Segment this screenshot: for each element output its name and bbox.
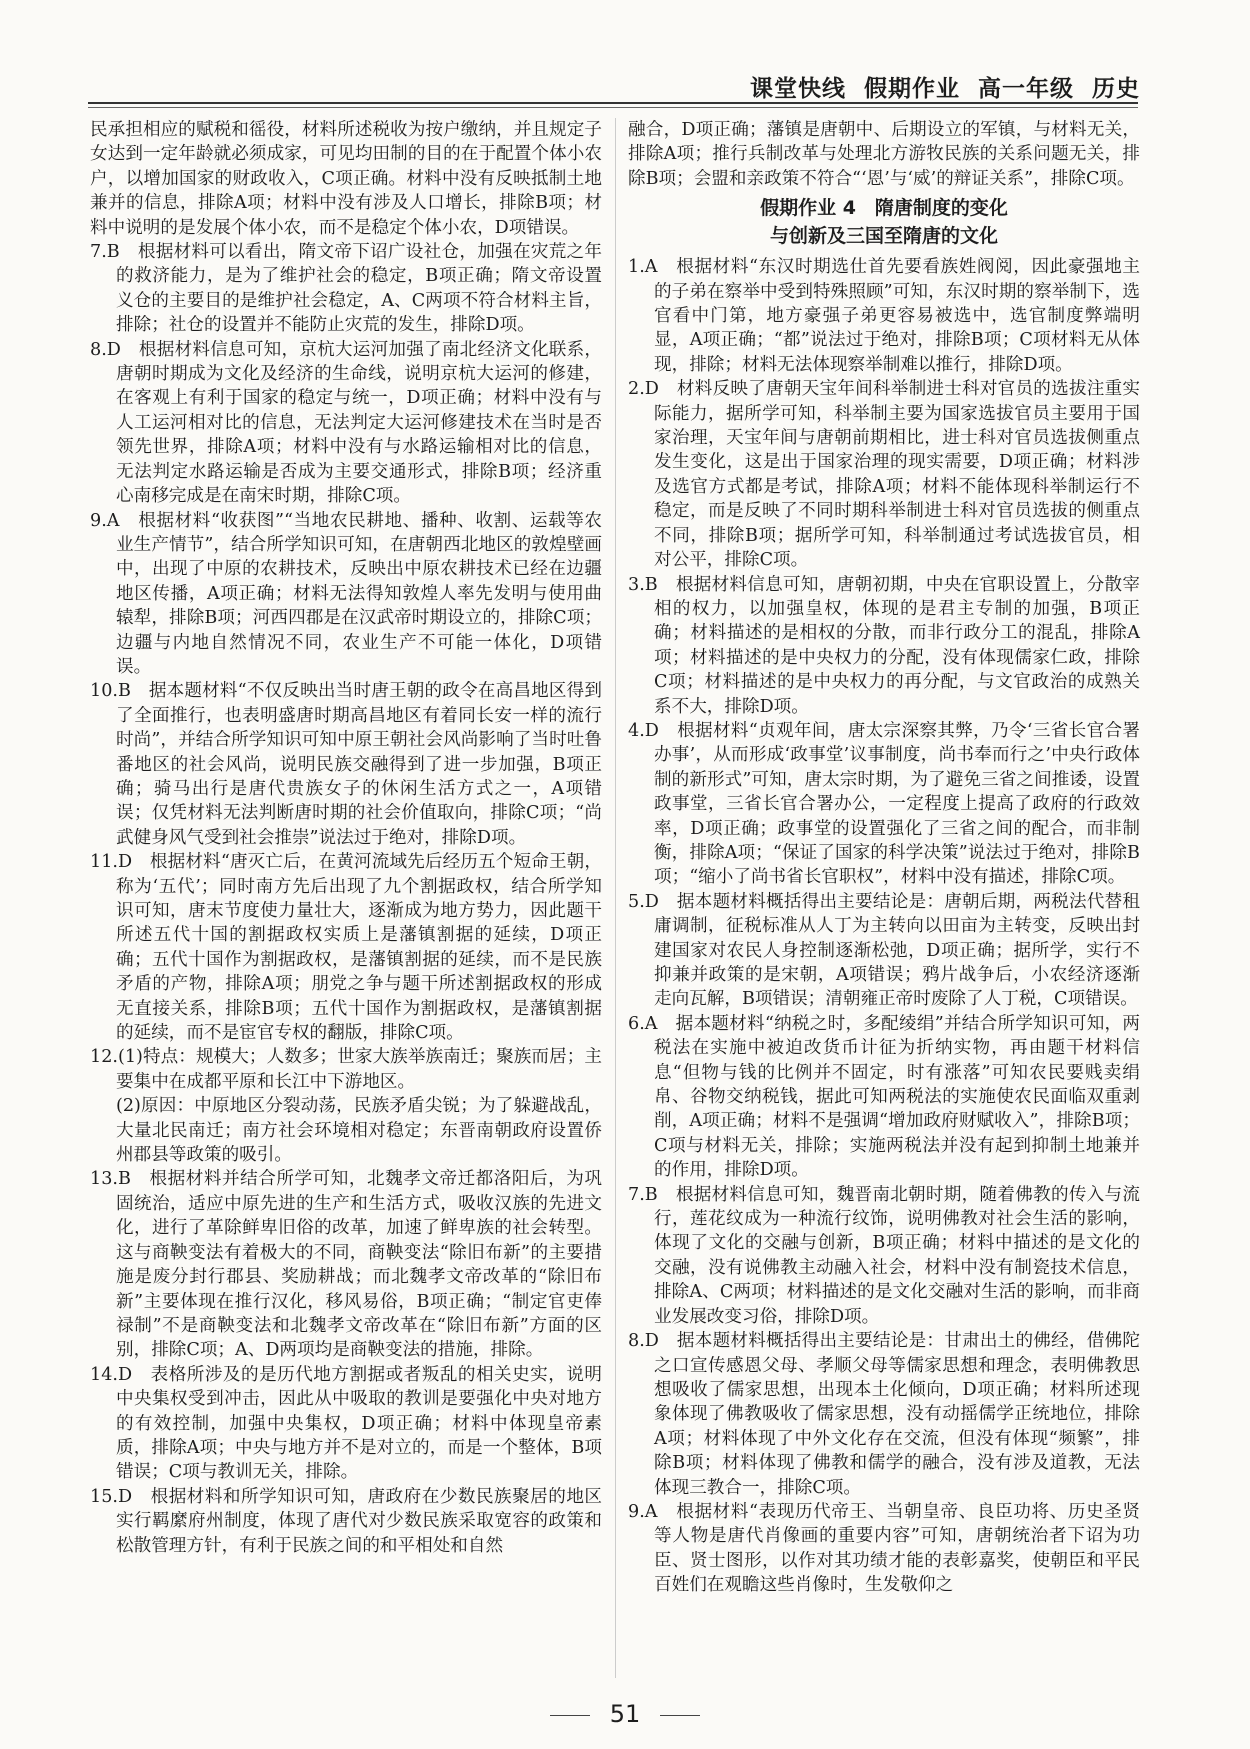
section-title-line2: 与创新及三国至隋唐的文化	[769, 225, 998, 248]
answer-12-part1: 12.(1)特点：规模大；人数多；世家大族举族南迁；聚族而居；主要集中在成都平原和长江中下游地区。	[90, 1047, 602, 1092]
hw4-answer-9: 9.A 根据材料“表现历代帝王、当朝皇帝、良臣功将、历史圣贤等人物是唐代肖像画的重要内容”可知，唐朝统治者下诏为功臣、贤士图形，以作对其功绩才能的表彰嘉奖，使朝臣和平民百姓们在观瞻这些肖像时，生发敬仰之	[628, 1501, 1140, 1596]
answer-12-part2: (2)原因：中原地区分裂动荡，民族矛盾尖锐；为了躲避战乱，大量北民南迁；南方社会环境相对稳定；东晋南朝政府设置侨州郡县等政策的吸引。	[116, 1096, 602, 1166]
answer-14: 14.D 表格所涉及的是历代地方割据或者叛乱的相关史实，说明中央集权受到冲击，因此从中吸取的教训是要强化中央对地方的有效控制，加强中央集权，D项正确；材料中体现皇帝素质，排除A项；中央与地方并不是对立的，而是一个整体，B项错误；C项与教训无关，排除。	[90, 1364, 602, 1483]
continued-answer-6: 民承担相应的赋税和徭役，材料所述税收为按户缴纳，并且规定子女达到一定年龄就必须成家，可见均田制的目的在于配置个体小农户，以增加国家的财政收入，C项正确。材料中没有反映抵制土地兼并的信息，排除A项；材料中没有涉及人口增长，排除B项；材料中说明的是发展个体小农，而不是稳定个体小农，D项错误。	[90, 120, 602, 238]
page-number-dash-left	[550, 1715, 590, 1716]
column-divider	[615, 118, 616, 1678]
hw4-answer-4: 4.D 根据材料“贞观年间，唐太宗深察其弊，乃令‘三省长官合署办事’，从而形成‘政事堂’议事制度，尚书奉而行之’中央行政体制的新形式”可知，唐太宗时期，为了避免三省之间推诿，设置政事堂，三省长官合署办公，一定程度上提高了政府的行政效率，D项正确；政事堂的设置强化了三省之间的配合，而非制衡，排除A项；“保证了国家的科学决策”说法过于绝对，排除B项；“缩小了尚书省长官职权”，材料中没有描述，排除C项。	[628, 720, 1140, 888]
header-rule-thin	[88, 107, 1138, 108]
page-number-dash-right	[660, 1715, 700, 1716]
answer-7: 7.B 根据材料可以看出，隋文帝下诏广设社仓，加强在灾荒之年的救济能力，是为了维护社会的稳定，B项正确；隋文帝设置义仓的主要目的是维护社会稳定，A、C两项不符合材料主旨，排除；社仓的设置并不能防止灾荒的发生，排除D项。	[90, 242, 602, 336]
page-header	[750, 70, 1140, 103]
page-number	[0, 1700, 1250, 1728]
section-title	[628, 194, 1140, 250]
answer-15: 15.D 根据材料和所学知识可知，唐政府在少数民族聚居的地区实行羁縻府州制度，体现了唐代对少数民族采取宽容的政策和松散管理方针，有利于民族之间的和平相处和自然	[90, 1486, 602, 1556]
hw4-answer-5: 5.D 据本题材料概括得出主要结论是：唐朝后期，两税法代替租庸调制，征税标准从人丁为主转向以田亩为主转变，反映出封建国家对农民人身控制逐渐松弛，D项正确；据所学，实行不抑兼并政策的是宋朝，A项错误；鸦片战争后，小农经济逐渐走向瓦解，B项错误；清朝雍正帝时废除了人丁税，C项错误。	[628, 891, 1140, 1010]
hw4-answer-1: 1.A 根据材料“东汉时期选仕首先要看族姓阀阅，因此豪强地主的子弟在察举中受到特殊照顾”可知，东汉时期的察举制下，选官看中门第，地方豪强子弟更容易被选中，选官制度弊端明显，A项正确；“都”说法过于绝对，排除B项；C项材料无从体现，排除；材料无法体现察举制难以推行，排除D项。	[628, 257, 1140, 375]
answer-11: 11.D 根据材料“唐灭亡后，在黄河流域先后经历五个短命王朝，称为‘五代’；同时南方先后出现了九个割据政权，结合所学知识可知，唐末节度使力量壮大，逐渐成为地方势力，因此题干所述五代十国的割据政权实质上是藩镇割据的延续，D项正确；五代十国作为割据政权，是藩镇割据的延续，而不是民族矛盾的产物，排除A项；朋党之争与题干所述割据政权的形成无直接关系，排除B项；五代十国作为割据政权，是藩镇割据的延续，而不是宦官专权的翻版，排除C项。	[90, 852, 602, 1044]
answer-13: 13.B 根据材料并结合所学可知，北魏孝文帝迁都洛阳后，为巩固统治，适应中原先进的生产和生活方式，吸收汉族的先进文化，进行了革除鲜卑旧俗的改革，加速了鲜卑族的社会转型。这与商鞅变法有着极大的不同，商鞅变法“除旧布新”的主要措施是废分封行郡县、奖励耕战；而北魏孝文帝改革的“除旧布新”主要体现在推行汉化，移风易俗，B项正确；“制定官吏俸禄制”不是商鞅变法和北魏孝文帝改革在“除旧布新”方面的区别，排除C项；A、D两项均是商鞅变法的措施，排除。	[90, 1169, 602, 1361]
page-number-value: 51	[609, 1700, 641, 1728]
continued-answer-15: 融合，D项正确；藩镇是唐朝中、后期设立的军镇，与材料无关，排除A项；推行兵制改革与处理北方游牧民族的关系问题无关，排除B项；会盟和亲政策不符合“‘恩’与‘威’的辩证关系”，排除C项。	[628, 120, 1140, 189]
answer-9: 9.A 根据材料“收获图”“当地农民耕地、播种、收割、运载等农业生产情节”，结合所学知识可知，在唐朝西北地区的敦煌壁画中，出现了中原的农耕技术，反映出中原农耕技术已经在边疆地区传播，A项正确；材料无法得知敦煌人率先发明与使用曲辕犁，排除B项；河西四郡是在汉武帝时期设立的，排除C项；边疆与内地自然情况不同，农业生产不可能一体化，D项错误。	[90, 510, 602, 677]
header-rule	[88, 102, 1138, 104]
left-column	[90, 118, 602, 1558]
answer-8: 8.D 根据材料信息可知，京杭大运河加强了南北经济文化联系，唐朝时期成为文化及经济的生命线，说明京杭大运河的修建，在客观上有利于国家的稳定与统一，D项正确；材料中没有与人工运河相对比的信息，无法判定大运河修建技术在当时是否领先世界，排除A项；材料中没有与水路运输相对比的信息，无法判定水路运输是否成为主要交通形式，排除B项；经济重心南移完成是在南宋时期，排除C项。	[90, 339, 602, 507]
section-title-line1: 假期作业 4 隋唐制度的变化	[760, 197, 1008, 220]
hw4-answer-3: 3.B 根据材料信息可知，唐朝初期，中央在官职设置上，分散宰相的权力，以加强皇权，体现的是君主专制的加强，B项正确；材料描述的是相权的分散，而非行政分工的混乱，排除A项；材料描述的是中央权力的分配，没有体现儒家仁政，排除C项；材料描述的是中央权力的再分配，与文官政治的成熟关系不大，排除D项。	[628, 574, 1140, 717]
right-column	[628, 118, 1140, 1598]
header-series: 课堂快线	[750, 76, 846, 102]
header-subject: 历史	[1092, 76, 1140, 102]
hw4-answer-7: 7.B 根据材料信息可知，魏晋南北朝时期，随着佛教的传入与流行，莲花纹成为一种流行纹饰，说明佛教对社会生活的影响，体现了文化的交融与创新，B项正确；材料中描述的是文化的交融，没有说佛教主动融入社会，材料中没有制瓷技术信息，排除A、C两项；材料描述的是文化交融对生活的影响，而非商业发展改变习俗，排除D项。	[628, 1184, 1140, 1327]
header-grade: 高一年级	[978, 76, 1074, 102]
hw4-answer-8: 8.D 据本题材料概括得出主要结论是：甘肃出土的佛经，借佛陀之口宣传感恩父母、孝顺父母等儒家思想和理念，表明佛教思想吸收了儒家思想，出现本土化倾向，D项正确；材料所述现象体现了佛教吸收了儒家思想，没有动摇儒学正统地位，排除A项；材料体现了中外文化存在交流，但没有体现“频繁”，排除B项；材料体现了佛教和儒学的融合，没有涉及道教，无法体现三教合一，排除C项。	[628, 1331, 1140, 1498]
hw4-answer-2: 2.D 材料反映了唐朝天宝年间科举制进士科对官员的选拔注重实际能力，据所学可知，科举制主要为国家选拔官员主要用于国家治理，天宝年间与唐朝前期相比，进士科对官员选拔侧重点发生变化，这是出于国家治理的现实需要，D项正确；材料涉及选官方式都是考试，排除A项；材料不能体现科举制运行不稳定，而是反映了不同时期科举制进士科对官员选拔的侧重点不同，排除B项；据所学可知，科举制通过考试选拔官员，相对公平，排除C项。	[628, 379, 1140, 571]
header-type: 假期作业	[864, 76, 960, 102]
hw4-answer-6: 6.A 据本题材料“纳税之时，多配绫绢”并结合所学知识可知，两税法在实施中被迫改货币计征为折纳实物，再由题干材料信息“但物与钱的比例并不固定，时有涨落”可知农民要贱卖绢帛、谷物交纳税钱，据此可知两税法的实施使农民面临双重剥削，A项正确；材料不是强调“增加政府财赋收入”，排除B项；C项与材料无关，排除；实施两税法并没有起到抑制土地兼并的作用，排除D项。	[628, 1013, 1140, 1181]
answer-10: 10.B 据本题材料“不仅反映出当时唐王朝的政令在高昌地区得到了全面推行，也表明盛唐时期高昌地区有着同长安一样的流行时尚”，并结合所学知识可知中原王朝社会风尚影响了当时吐鲁番地区的社会风尚，说明民族交融得到了进一步加强，B项正确；骑马出行是唐代贵族女子的休闲生活方式之一，A项错误；仅凭材料无法判断唐时期的社会价值取向，排除C项；“尚武健身风气受到社会推崇”说法过于绝对，排除D项。	[90, 681, 602, 848]
